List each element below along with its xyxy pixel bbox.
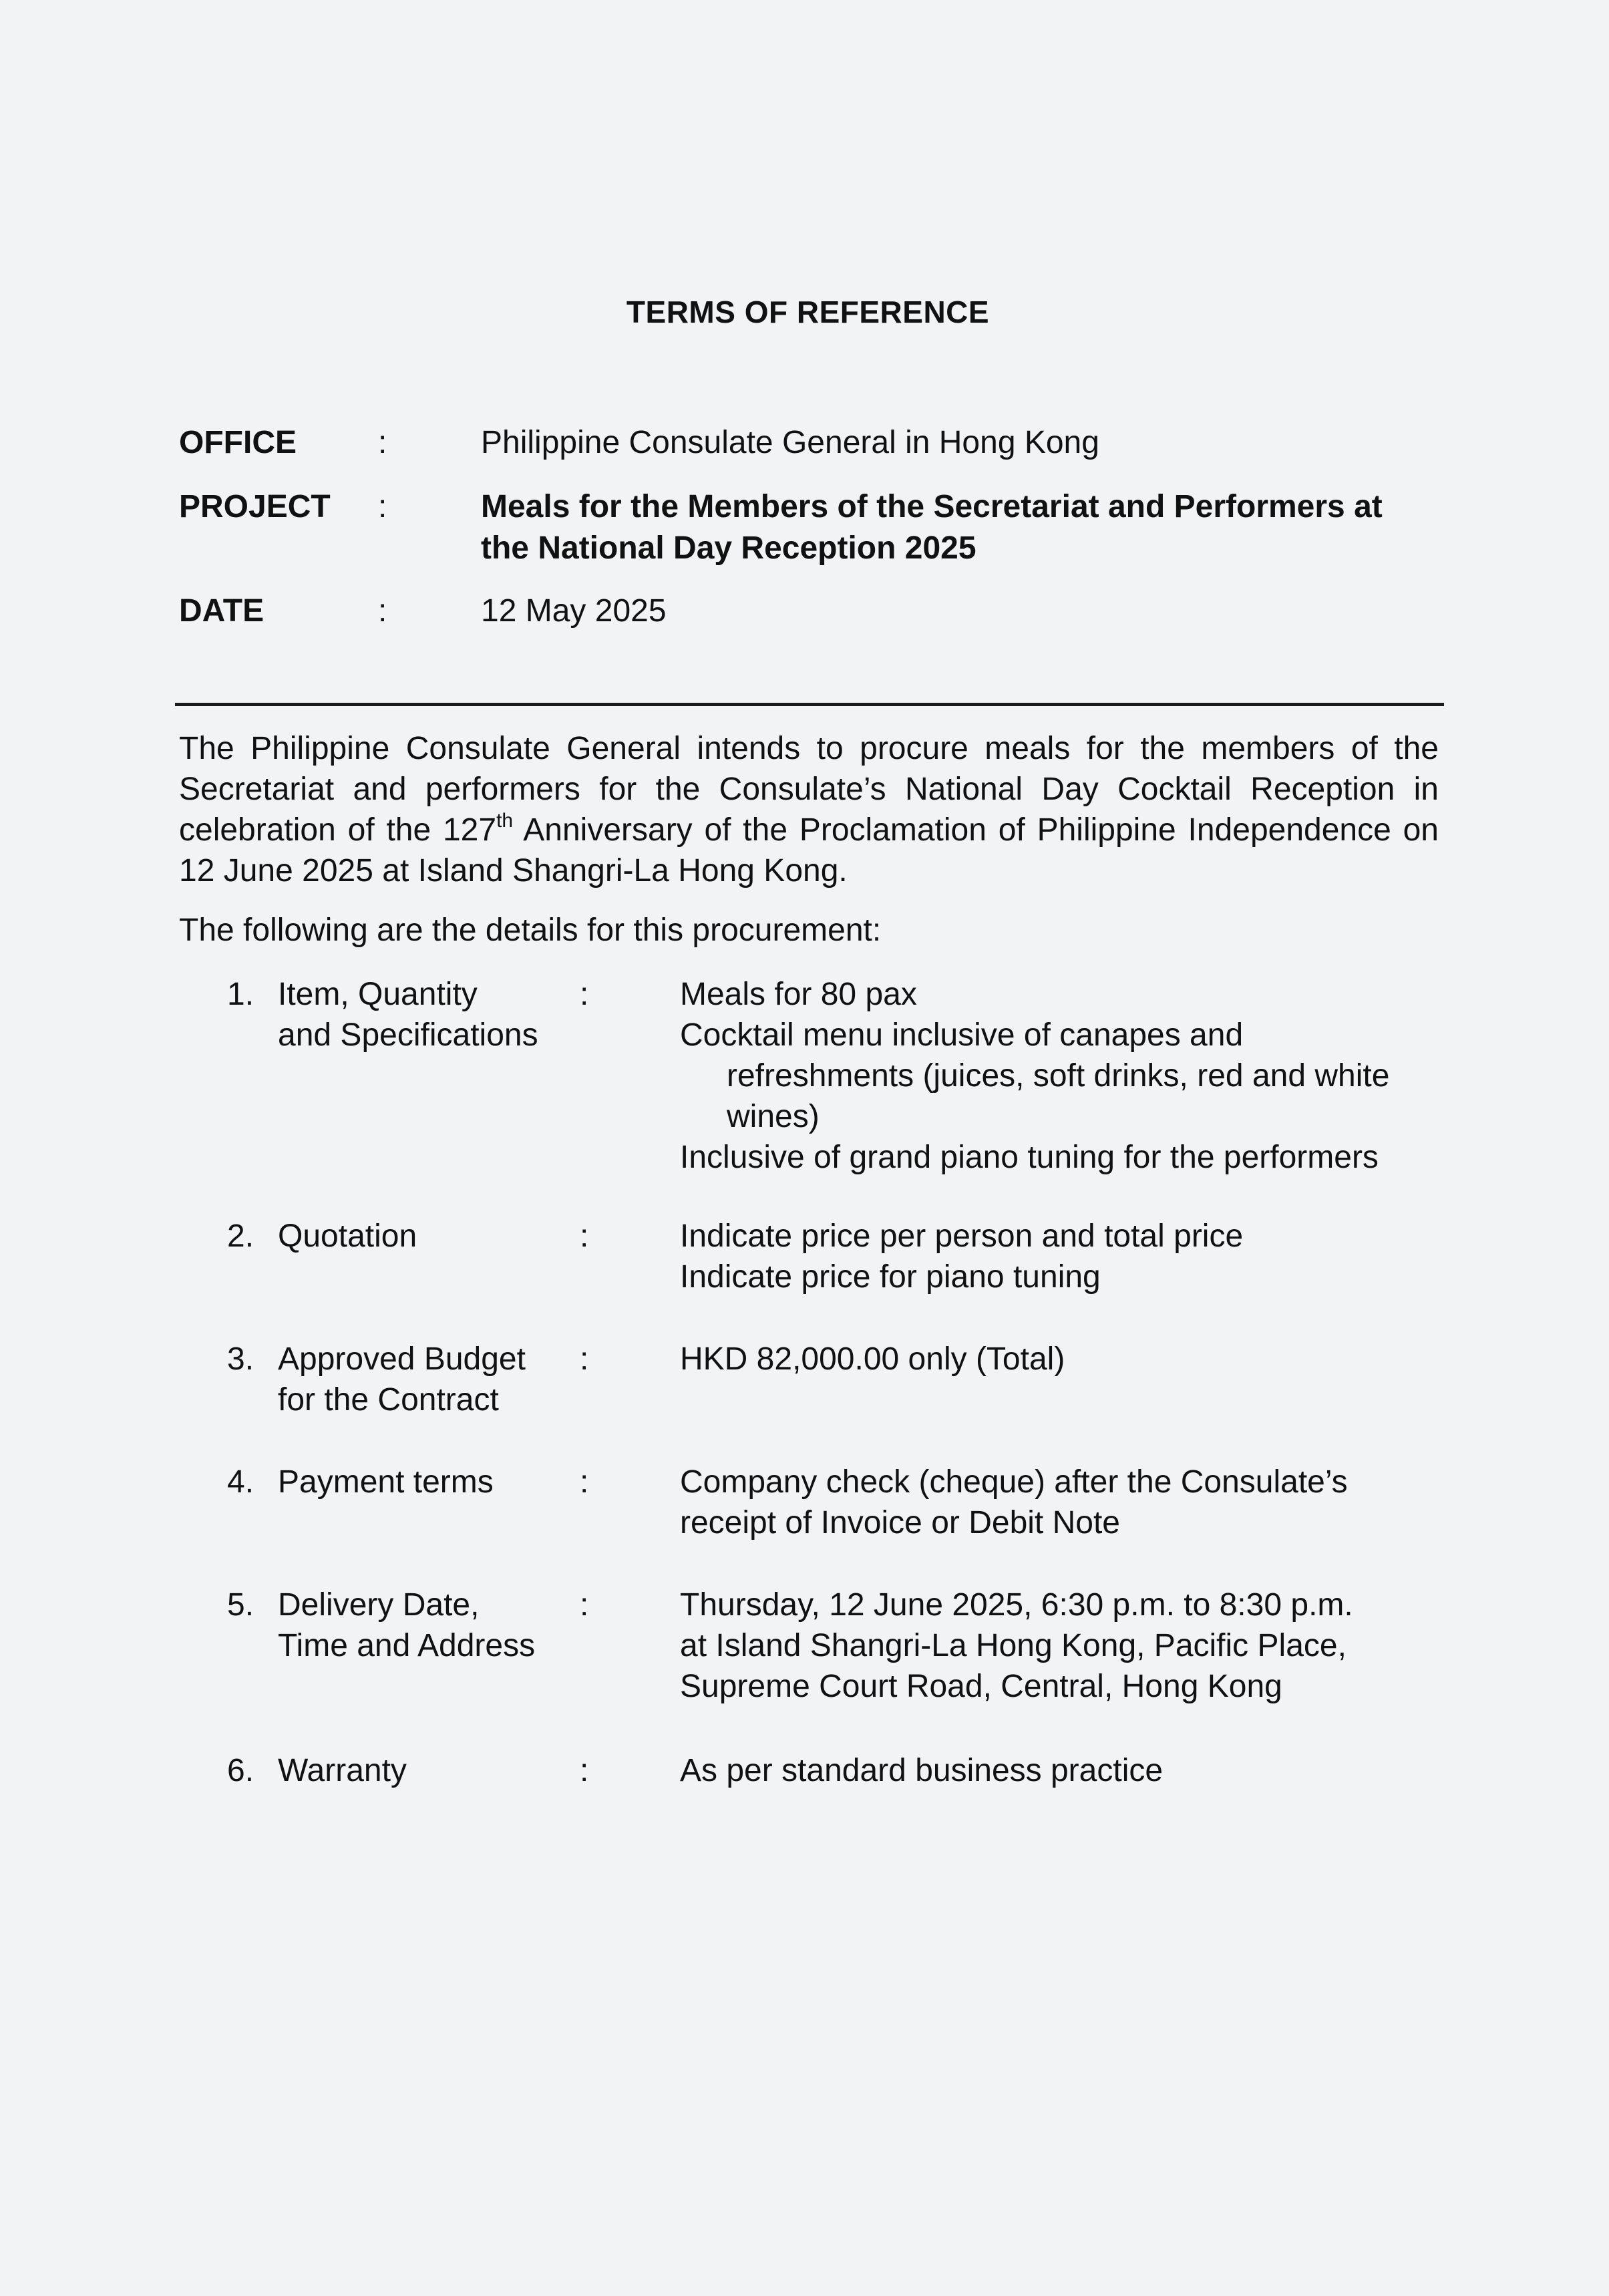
item-value-line: at Island Shangri-La Hong Kong, Pacific Place, <box>680 1628 1347 1663</box>
item-value-line: wines) <box>727 1099 820 1134</box>
intro-text-end: Anniversary of the Proclamation of Philippine Independence on 12 June 2025 at Island Shangri-La Hong Kong. <box>179 812 1439 888</box>
item-label-line-2: for the Contract <box>278 1382 499 1418</box>
details-lead: The following are the details for this procurement: <box>179 913 882 948</box>
item-label-line-1: Item, Quantity <box>278 977 478 1012</box>
item-value <box>680 1462 1455 1543</box>
item-value-line: Inclusive of grand piano tuning for the performers <box>680 1140 1379 1175</box>
office-colon: : <box>378 425 387 460</box>
item-colon: : <box>580 1341 589 1377</box>
item-value <box>680 1585 1455 1707</box>
office-label: OFFICE <box>179 425 297 460</box>
item-value-line: Indicate price per person and total price <box>680 1218 1244 1254</box>
item-label-line-1: Payment terms <box>278 1464 494 1500</box>
item-value-line: Supreme Court Road, Central, Hong Kong <box>680 1669 1282 1704</box>
date-label: DATE <box>179 593 264 629</box>
item-label-line-1: Delivery Date, <box>278 1587 480 1623</box>
item-colon: : <box>580 1587 589 1623</box>
item-number: 2. <box>227 1218 254 1254</box>
item-value-line: refreshments (juices, soft drinks, red and white <box>727 1058 1390 1094</box>
item-value-line: Meals for 80 pax <box>680 977 917 1012</box>
item-value-line: receipt of Invoice or Debit Note <box>680 1505 1120 1540</box>
item-value-line: Thursday, 12 June 2025, 6:30 p.m. to 8:30 p.m. <box>680 1587 1353 1623</box>
item-label <box>278 1750 572 1791</box>
item-colon: : <box>580 977 589 1012</box>
item-label-line-2: and Specifications <box>278 1017 538 1053</box>
item-colon: : <box>580 1218 589 1254</box>
intro-ordinal-suffix: th <box>496 810 514 832</box>
item-value <box>680 1339 1455 1379</box>
item-value-line: HKD 82,000.00 only (Total) <box>680 1341 1065 1377</box>
project-colon: : <box>378 489 387 524</box>
item-label-line-2: Time and Address <box>278 1628 536 1663</box>
document-title: TERMS OF REFERENCE <box>626 295 990 329</box>
item-colon: : <box>580 1753 589 1788</box>
item-label-line-1: Quotation <box>278 1218 417 1254</box>
project-label: PROJECT <box>179 489 331 524</box>
item-number: 1. <box>227 977 254 1012</box>
item-value-line: Cocktail menu inclusive of canapes and <box>680 1017 1244 1053</box>
item-label <box>278 1462 572 1502</box>
intro-text-start: The Philippine Consulate General intends to procure meals for the members of the Secretariat and performers for the Consulate’s National Day Cocktail Reception in celebration of the 127 <box>179 731 1439 848</box>
item-value-line: Indicate price for piano tuning <box>680 1259 1101 1295</box>
date-colon: : <box>378 593 387 629</box>
item-value <box>680 1750 1455 1791</box>
project-value <box>481 486 1429 569</box>
intro-paragraph <box>179 728 1439 891</box>
office-value: Philippine Consulate General in Hong Kong <box>481 425 1099 460</box>
item-label <box>278 1585 572 1666</box>
item-label-line-1: Warranty <box>278 1753 407 1788</box>
project-value-line-2: the National Day Reception 2025 <box>481 530 976 566</box>
item-value <box>680 974 1455 1178</box>
item-value <box>680 1216 1455 1297</box>
item-value-line: As per standard business practice <box>680 1753 1164 1788</box>
item-number: 4. <box>227 1464 254 1500</box>
item-value-line: Company check (cheque) after the Consulate’s <box>680 1464 1348 1500</box>
item-number: 3. <box>227 1341 254 1377</box>
item-label-line-1: Approved Budget <box>278 1341 526 1377</box>
item-label <box>278 1339 572 1420</box>
item-colon: : <box>580 1464 589 1500</box>
item-number: 5. <box>227 1587 254 1623</box>
item-number: 6. <box>227 1753 254 1788</box>
date-value: 12 May 2025 <box>481 593 667 629</box>
header-divider <box>175 703 1444 706</box>
project-value-line-1: Meals for the Members of the Secretariat and Performers at <box>481 489 1383 524</box>
item-label <box>278 1216 572 1257</box>
item-label <box>278 974 572 1055</box>
